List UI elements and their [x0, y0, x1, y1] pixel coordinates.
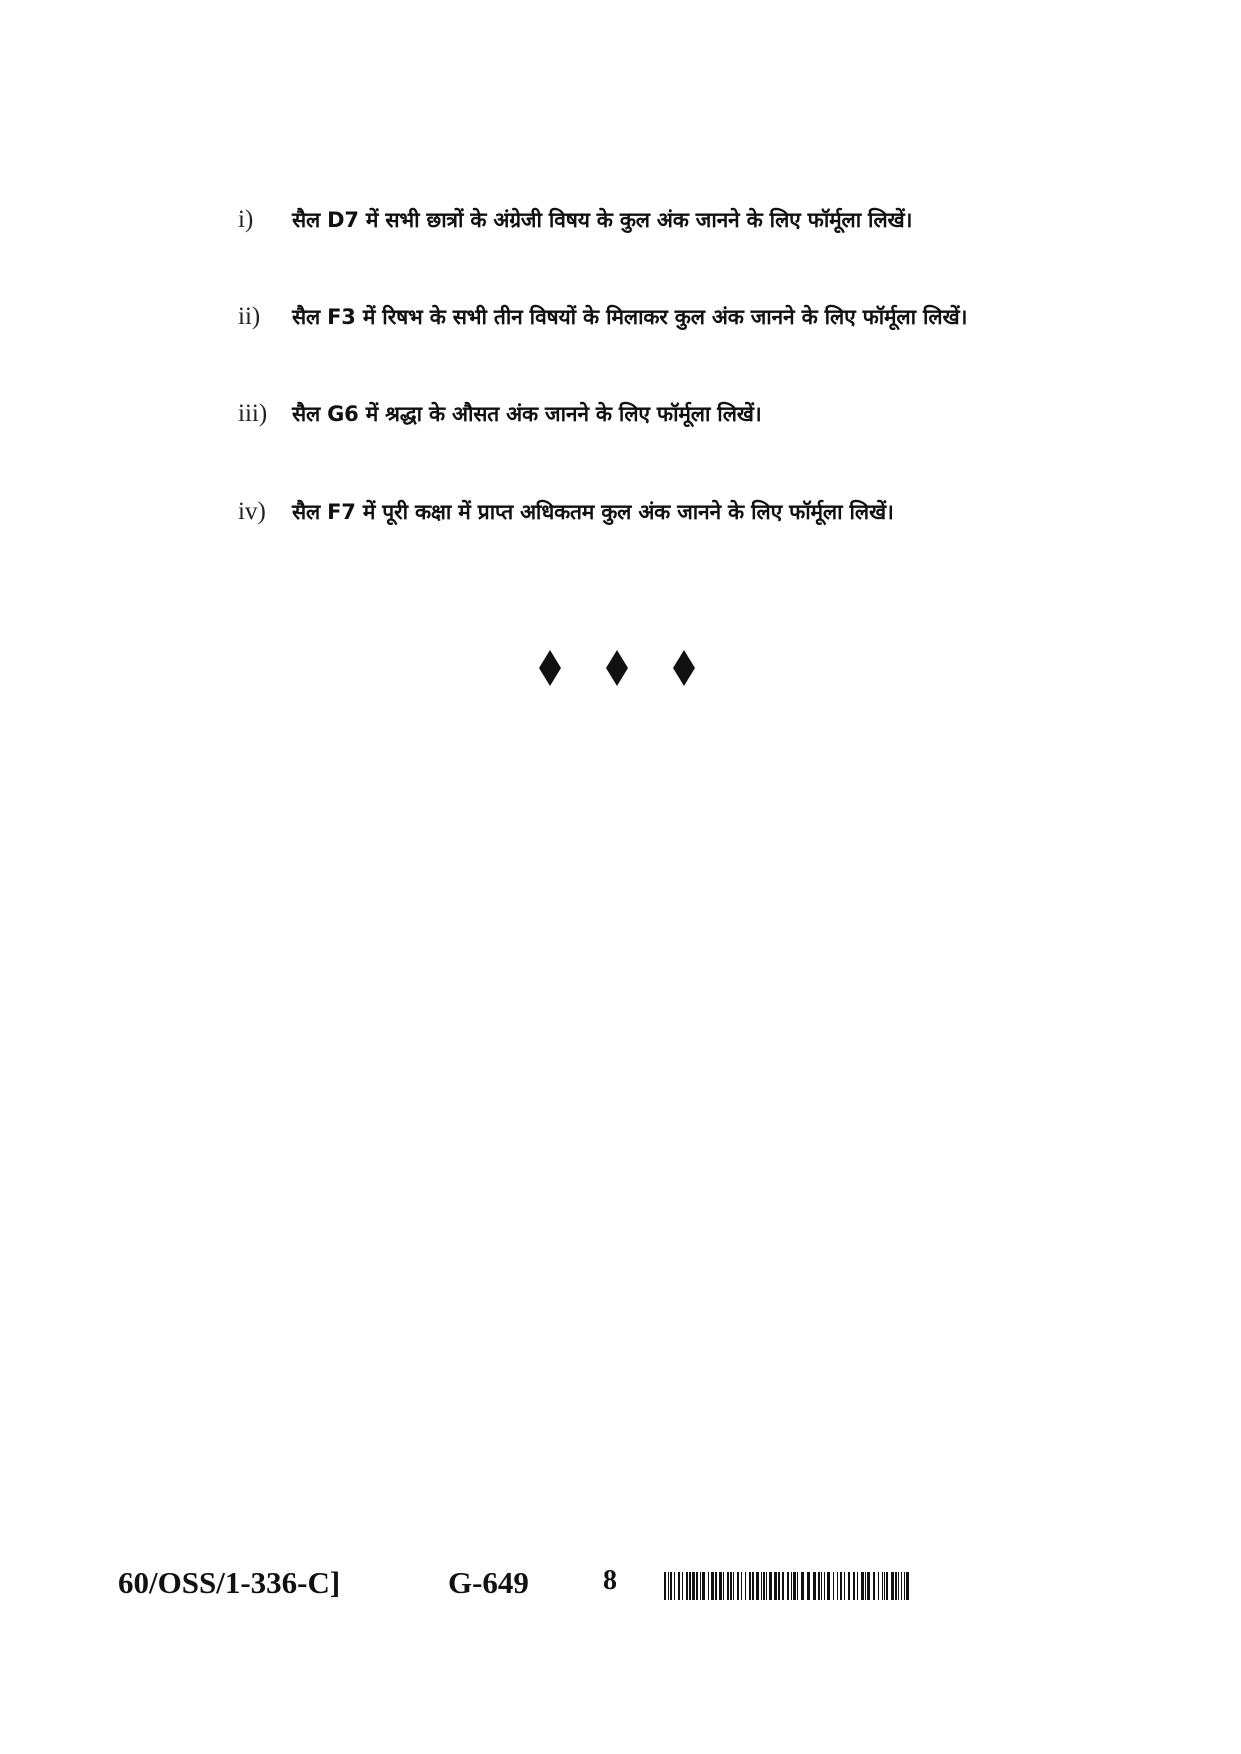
paper-code: 60/OSS/1-336-C]: [118, 1565, 341, 1600]
barcode-bar: [801, 1572, 804, 1600]
barcode-bar: [700, 1572, 701, 1600]
question-text: सैल F3 में रिषभ के सभी तीन विषयों के मिलाकर कुल अंक जानने के लिए फॉर्मूला लिखें।: [292, 305, 968, 329]
barcode-bar: [668, 1572, 669, 1600]
barcode-bar: [761, 1572, 762, 1600]
barcode-bar: [678, 1572, 680, 1600]
barcode-bar: [737, 1572, 739, 1600]
barcode-bar: [878, 1572, 879, 1600]
barcode-bar: [733, 1572, 734, 1600]
barcode-bar: [686, 1572, 688, 1600]
barcode-bar: [708, 1572, 709, 1600]
question-number: i): [238, 206, 254, 233]
barcode-bar: [807, 1572, 810, 1600]
barcode-bar: [689, 1572, 691, 1600]
question-text: सैल F7 में पूरी कक्षा में प्राप्त अधिकतम कुल अंक जानने के लिए फॉर्मूला लिखें।: [292, 500, 894, 524]
barcode-bar: [818, 1572, 820, 1600]
barcode-bar: [837, 1572, 838, 1600]
diamond-icon: [606, 650, 628, 686]
barcode-bar: [769, 1572, 772, 1600]
barcode-bar: [827, 1572, 830, 1600]
barcode-bar: [882, 1572, 883, 1600]
barcode-bar: [756, 1572, 759, 1600]
question-item: [238, 394, 762, 434]
barcode-bar: [797, 1572, 798, 1600]
barcode-bar: [884, 1572, 885, 1600]
question-number: ii): [238, 303, 261, 330]
barcode-bar: [865, 1572, 866, 1600]
diamond-icon: [539, 650, 561, 686]
barcode-bar: [664, 1572, 666, 1600]
barcode-bar: [741, 1572, 742, 1600]
barcode-bar: [787, 1572, 789, 1600]
barcode-bar: [749, 1572, 751, 1600]
question-item: [238, 297, 967, 337]
barcode-bar: [711, 1572, 714, 1600]
barcode-bar: [906, 1572, 909, 1600]
barcode-bar: [763, 1572, 765, 1600]
page-footer: [0, 1565, 1241, 1615]
barcode-bar: [782, 1572, 784, 1600]
barcode-bar: [853, 1572, 855, 1600]
barcode-bar: [848, 1572, 850, 1600]
barcode-bar: [891, 1572, 894, 1600]
set-code: G-649: [448, 1565, 529, 1600]
question-item: [238, 200, 912, 240]
barcode-bar: [898, 1572, 899, 1600]
barcode-bar: [727, 1572, 729, 1600]
question-text: सैल G6 में श्रद्धा के औसत अंक जानने के लिए फॉर्मूला लिखें।: [292, 402, 762, 426]
diamond-icon: [673, 650, 695, 686]
barcode-bar: [692, 1572, 695, 1600]
barcode-bar: [766, 1572, 767, 1600]
barcode-bar: [861, 1572, 864, 1600]
barcode-bar: [791, 1572, 792, 1600]
barcode-bar: [715, 1572, 717, 1600]
barcode-bar: [730, 1572, 732, 1600]
barcode-bar: [778, 1572, 780, 1600]
barcode-bar: [682, 1572, 683, 1600]
barcode-bar: [844, 1572, 845, 1600]
barcode-bar: [824, 1572, 825, 1600]
question-text: सैल D7 में सभी छात्रों के अंग्रेजी विषय के कुल अंक जानने के लिए फॉर्मूला लिखें।: [292, 208, 913, 232]
barcode-bar: [793, 1572, 796, 1600]
barcode-bar: [867, 1572, 870, 1600]
question-number: iii): [238, 400, 268, 427]
question-number: iv): [238, 498, 266, 525]
barcode-bar: [895, 1572, 897, 1600]
barcode-bar: [901, 1572, 902, 1600]
end-ornament: [0, 648, 1241, 688]
barcode-bar: [821, 1572, 822, 1600]
barcode-bar: [904, 1572, 905, 1600]
barcode-bar: [840, 1572, 842, 1600]
barcode-icon: [664, 1572, 910, 1600]
barcode-bar: [752, 1572, 754, 1600]
barcode-bar: [674, 1572, 675, 1600]
barcode-bar: [745, 1572, 746, 1600]
page-number: 8: [603, 1565, 617, 1596]
barcode-bar: [719, 1572, 722, 1600]
barcode-bar: [774, 1572, 777, 1600]
barcode-bar: [702, 1572, 705, 1600]
barcode-bar: [886, 1572, 888, 1600]
barcode-bar: [670, 1572, 672, 1600]
barcode-bar: [873, 1572, 875, 1600]
barcode-bar: [696, 1572, 698, 1600]
barcode-bar: [833, 1572, 834, 1600]
barcode-bar: [813, 1572, 816, 1600]
barcode-bar: [723, 1572, 724, 1600]
barcode-bar: [857, 1572, 858, 1600]
question-item: [238, 492, 894, 532]
